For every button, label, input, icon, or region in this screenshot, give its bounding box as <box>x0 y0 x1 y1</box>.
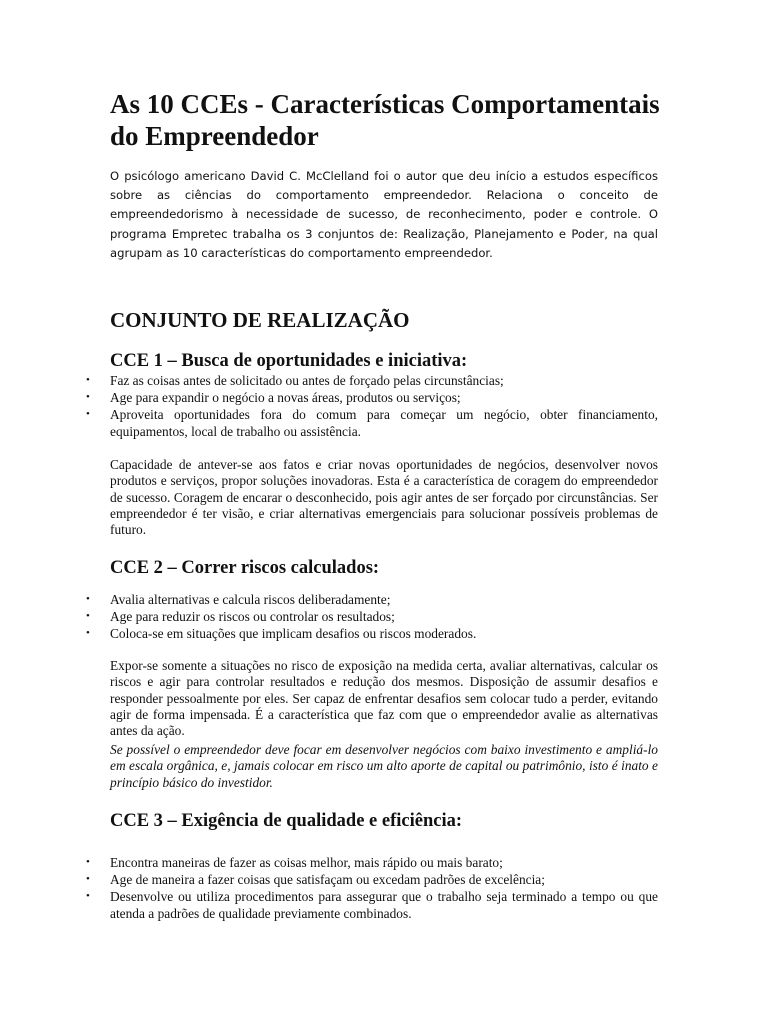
list-item-text: Coloca-se em situações que implicam desafios ou riscos moderados. <box>110 626 477 641</box>
bullet-icon: • <box>86 890 90 902</box>
list-item <box>0 854 658 871</box>
bullet-icon: • <box>86 374 90 386</box>
cce1-heading: CCE 1 – Busca de oportunidades e iniciativa: <box>110 351 468 371</box>
intro-paragraph: O psicólogo americano David C. McClelland foi o autor que deu início a estudos específicos sobre as ciências do comportamento empreendedor. Relaciona o conceito de empreendedorismo à necessidade de sucesso, de reconhecimento, poder e controle. O programa Empretec trabalha os 3 conjuntos de: Realização, Planejamento e Poder, na qual agrupam as 10 características do comportamento empreendedor. <box>110 169 658 260</box>
list-item-text: Encontra maneiras de fazer as coisas melhor, mais rápido ou mais barato; <box>110 855 503 870</box>
bullet-icon: • <box>86 627 90 639</box>
list-item <box>0 591 658 608</box>
cce1-bullet-list <box>0 372 658 440</box>
bullet-icon: • <box>86 593 90 605</box>
cce2-bullet-list <box>0 591 658 642</box>
list-item <box>0 625 658 642</box>
cce1-paragraph: Capacidade de antever-se aos fatos e criar novas oportunidades de negócios, desenvolver novos produtos e serviços, propor soluções inovadoras. Esta é a característica de coragem do empreendedor de sucesso. Coragem de encarar o desconhecido, pois agir antes de ser forçado por circunstâncias. Ser empreendedor é ter visão, e criar alternativas emergenciais para solucionar possíveis problemas de futuro. <box>110 457 658 538</box>
list-item <box>0 406 658 440</box>
cce2-italic-paragraph: Se possível o empreendedor deve focar em desenvolver negócios com baixo investimento e ampliá-lo em escala orgânica, e, jamais colocar em risco um alto aporte de capital ou patrimônio, isto é inato e princípio básico do investidor. <box>110 742 658 790</box>
bullet-icon: • <box>86 873 90 885</box>
bullet-icon: • <box>86 408 90 420</box>
list-item-text: Aproveita oportunidades fora do comum para começar um negócio, obter financiamento, equipamentos, local de trabalho ou assistência. <box>110 407 658 439</box>
cce2-paragraph: Expor-se somente a situações no risco de exposição na medida certa, avaliar alternativas, calcular os riscos e agir para controlar resultados e redução dos mesmos. Disposição de assumir desafios e responder pessoalmente por eles. Ser capaz de enfrentar desafios sem colocar tudo a perder, evitando agir de forma impensada. É a característica que faz com que o empreendedor avalie as alternativas antes da ação. <box>110 658 658 739</box>
list-item-text: Age de maneira a fazer coisas que satisfaçam ou excedam padrões de excelência; <box>110 872 545 887</box>
cce2-heading: CCE 2 – Correr riscos calculados: <box>110 558 380 578</box>
cce3-heading: CCE 3 – Exigência de qualidade e eficiência: <box>110 811 462 831</box>
list-item-text: Desenvolve ou utiliza procedimentos para assegurar que o trabalho seja terminado a tempo ou que atenda a padrões de qualidade previamente combinados. <box>110 889 658 921</box>
list-item <box>0 608 658 625</box>
bullet-icon: • <box>86 856 90 868</box>
bullet-icon: • <box>86 391 90 403</box>
section-title: CONJUNTO DE REALIZAÇÃO <box>110 308 410 332</box>
list-item-text: Faz as coisas antes de solicitado ou antes de forçado pelas circunstâncias; <box>110 373 504 388</box>
list-item <box>0 888 658 922</box>
cce3-bullet-list <box>0 854 658 922</box>
list-item-text: Age para expandir o negócio a novas áreas, produtos ou serviços; <box>110 390 461 405</box>
list-item <box>0 871 658 888</box>
list-item-text: Age para reduzir os riscos ou controlar os resultados; <box>110 609 395 624</box>
bullet-icon: • <box>86 610 90 622</box>
document-title: As 10 CCEs - Características Comportamentais do Empreendedor <box>110 89 660 151</box>
list-item-text: Avalia alternativas e calcula riscos deliberadamente; <box>110 592 391 607</box>
list-item <box>0 372 658 389</box>
list-item <box>0 389 658 406</box>
